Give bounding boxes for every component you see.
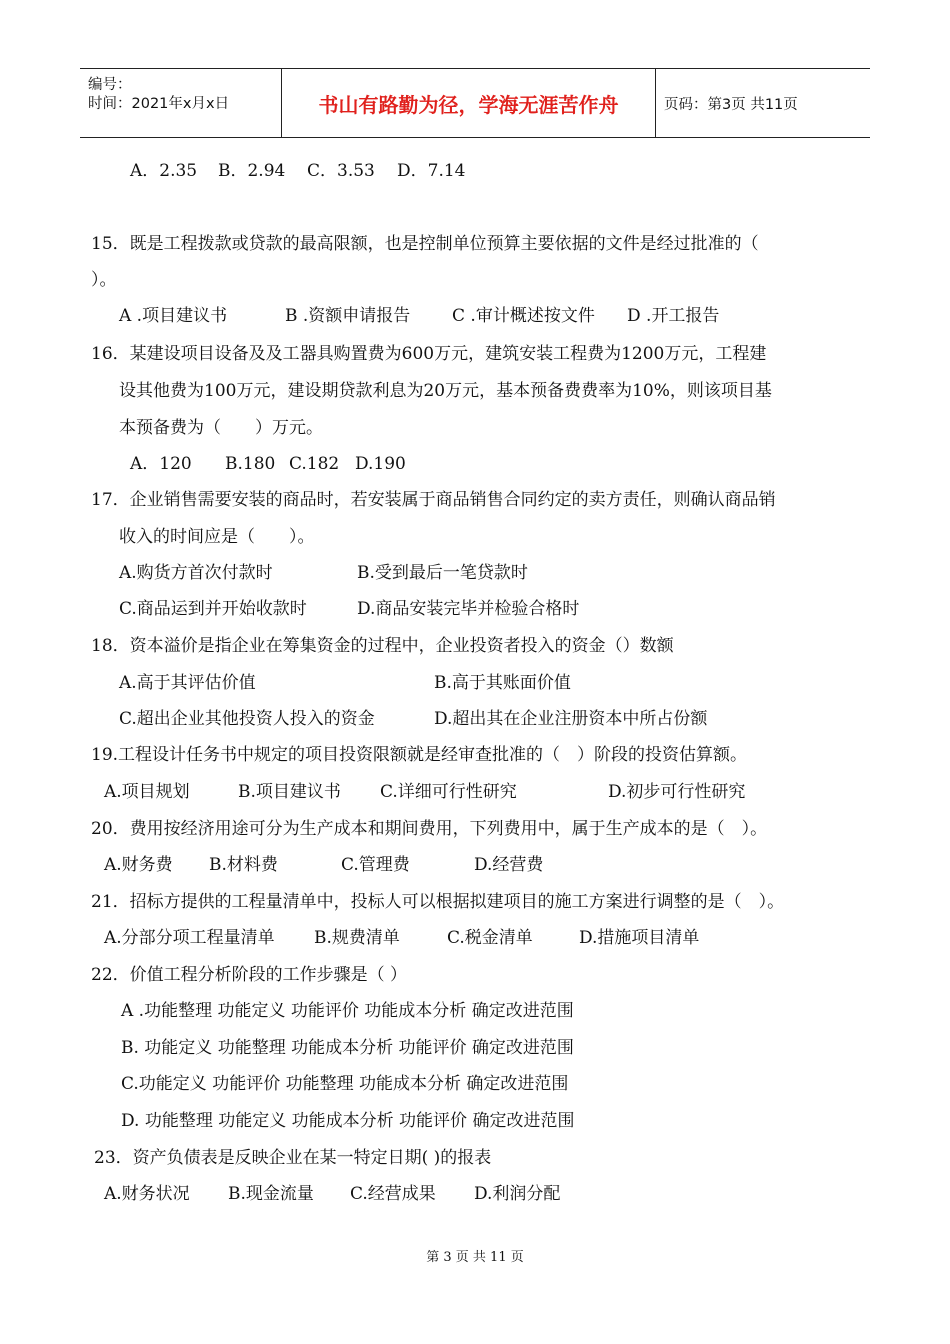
q16-stem-2: 设其他费为100万元，建设期贷款利息为20万元，基本预备费费率为10%，则该项目基: [119, 381, 772, 401]
q18-option-d: D.超出其在企业注册资本中所占份额: [434, 709, 708, 729]
q23-option-b: B.现金流量: [228, 1184, 314, 1204]
q15-stem-1: 15．既是工程拨款或贷款的最高限额，也是控制单位预算主要依据的文件是经过批准的（: [91, 234, 759, 254]
q15-option-d: D .开工报告: [627, 306, 720, 326]
q19-option-c: C.详细可行性研究: [380, 782, 517, 802]
q17-stem-1: 17．企业销售需要安装的商品时，若安装属于商品销售合同约定的卖方责任，则确认商品销: [91, 490, 776, 510]
q18-option-b: B.高于其账面价值: [434, 673, 571, 693]
page-footer: 第 3 页 共 11 页: [426, 1250, 524, 1265]
q23-stem-1: 23．资产负债表是反映企业在某一特定日期( )的报表: [94, 1148, 492, 1168]
q14-option-d: D．7.14: [397, 161, 466, 181]
header-page-label: 页码：第3页 共11页: [664, 97, 798, 113]
q23-option-c: C.经营成果: [350, 1184, 436, 1204]
q20-option-c: C.管理费: [341, 855, 410, 875]
q19-option-d: D.初步可行性研究: [608, 782, 746, 802]
q22-option-b: B. 功能定义 功能整理 功能成本分析 功能评价 确定改进范围: [121, 1038, 574, 1058]
q21-stem-1: 21．招标方提供的工程量清单中，投标人可以根据拟建项目的施工方案进行调整的是（ ）。: [91, 892, 785, 912]
q18-option-a: A.高于其评估价值: [119, 673, 256, 693]
q14-option-b: B．2.94: [218, 161, 286, 181]
q20-option-d: D.经营费: [474, 855, 544, 875]
q21-option-d: D.措施项目清单: [579, 928, 700, 948]
q19-option-a: A.项目规划: [104, 782, 190, 802]
q23-option-d: D.利润分配: [474, 1184, 561, 1204]
q16-option-c: C.182: [289, 454, 340, 474]
q17-option-a: A.购货方首次付款时: [119, 563, 273, 583]
q15-option-a: A .项目建议书: [119, 306, 228, 326]
header-motto: 书山有路勤为径，学海无涯苦作舟: [281, 69, 656, 137]
q22-option-d: D. 功能整理 功能定义 功能成本分析 功能评价 确定改进范围: [121, 1111, 575, 1131]
q16-stem-1: 16．某建设项目设备及及工器具购置费为600万元，建筑安装工程费为1200万元，工程建: [91, 344, 767, 364]
q21-option-c: C.税金清单: [447, 928, 533, 948]
q21-option-b: B.规费清单: [314, 928, 400, 948]
q16-option-d: D.190: [355, 454, 406, 474]
q16-stem-3: 本预备费为（ ）万元。: [119, 418, 323, 438]
q14-option-c: C．3.53: [307, 161, 375, 181]
q16-option-b: B.180: [225, 454, 276, 474]
q18-stem-1: 18．资本溢价是指企业在筹集资金的过程中，企业投资者投入的资金（）数额: [91, 636, 674, 656]
q16-option-a: A．120: [130, 454, 192, 474]
header-code-label: 编号：: [88, 77, 132, 93]
q18-option-c: C.超出企业其他投资人投入的资金: [119, 709, 375, 729]
q20-option-a: A.财务费: [104, 855, 173, 875]
q17-option-c: C.商品运到并开始收款时: [119, 599, 307, 619]
page-header: [80, 68, 870, 138]
q15-option-c: C .审计概述按文件: [452, 306, 595, 326]
q15-stem-2: ）。: [91, 270, 117, 290]
q22-option-c: C.功能定义 功能评价 功能整理 功能成本分析 确定改进范围: [121, 1074, 569, 1094]
q22-stem-1: 22．价值工程分析阶段的工作步骤是（ ）: [91, 965, 408, 985]
q17-option-b: B.受到最后一笔贷款时: [357, 563, 528, 583]
q23-option-a: A.财务状况: [104, 1184, 190, 1204]
q22-option-a: A .功能整理 功能定义 功能评价 功能成本分析 确定改进范围: [121, 1001, 574, 1021]
q19-option-b: B.项目建议书: [238, 782, 341, 802]
q21-option-a: A.分部分项工程量清单: [104, 928, 275, 948]
q17-option-d: D.商品安装完毕并检验合格时: [357, 599, 580, 619]
q20-stem-1: 20．费用按经济用途可分为生产成本和期间费用，下列费用中，属于生产成本的是（ ）。: [91, 819, 768, 839]
q17-stem-2: 收入的时间应是（ ）。: [119, 527, 315, 547]
header-meta: [80, 69, 280, 137]
q15-option-b: B .资额申请报告: [285, 306, 411, 326]
q14-option-a: A．2.35: [130, 161, 198, 181]
q19-stem-1: 19.工程设计任务书中规定的项目投资限额就是经审查批准的（ ）阶段的投资估算额。: [91, 745, 748, 765]
header-time-label: 时间：2021年x月x日: [88, 96, 230, 112]
q20-option-b: B.材料费: [209, 855, 278, 875]
